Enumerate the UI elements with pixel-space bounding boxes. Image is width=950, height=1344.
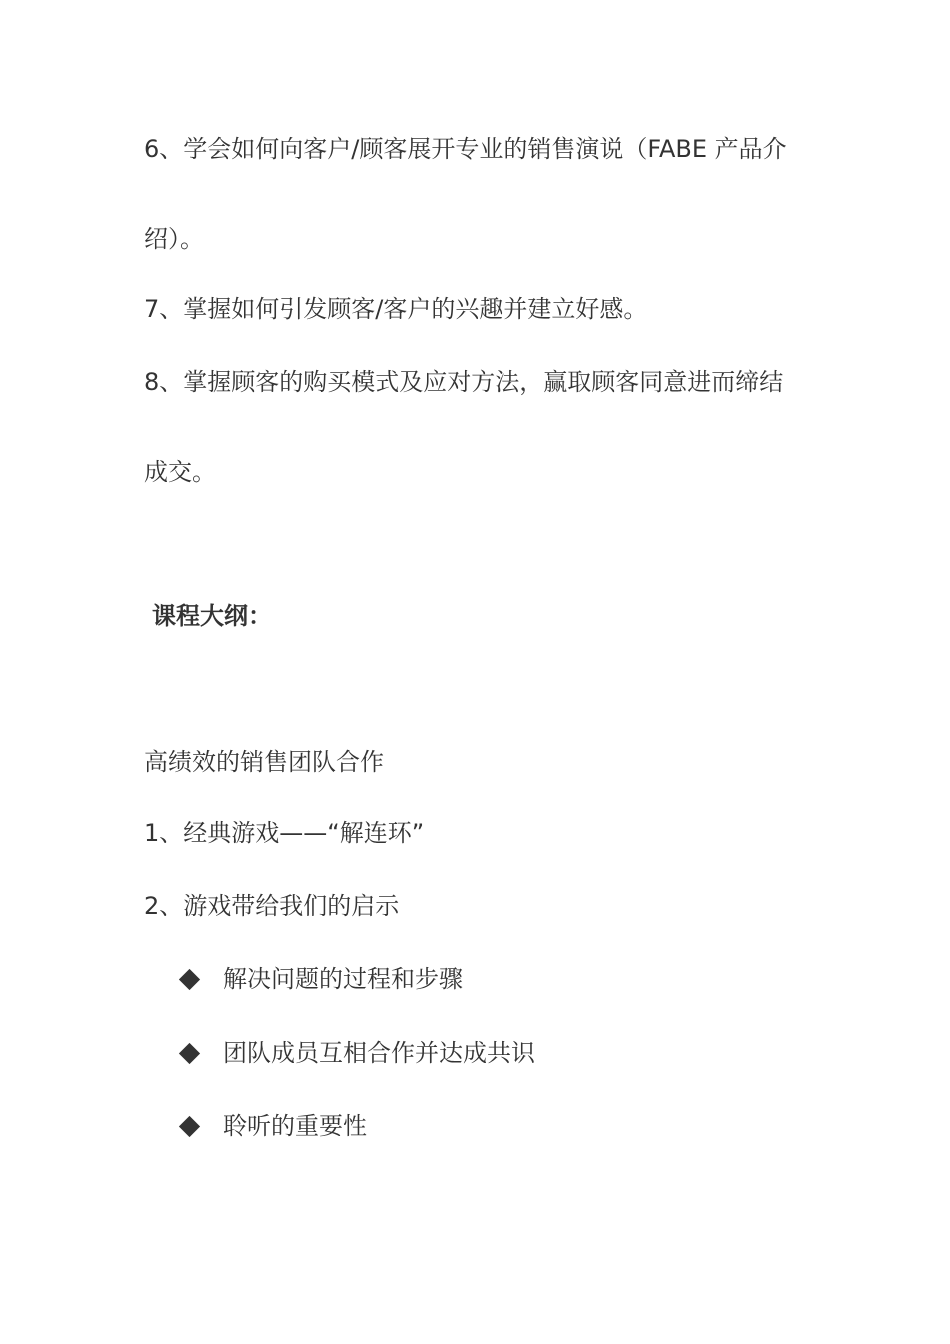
diamond-bullet-icon xyxy=(179,968,200,989)
bullet-text: 解决问题的过程和步骤 xyxy=(223,965,463,993)
objective-6-line-2: 绍）。 xyxy=(144,225,204,253)
objective-6-line-1: 6、学会如何向客户/顾客展开专业的销售演说（FABE 产品介 xyxy=(144,135,787,163)
objective-8-line-1: 8、掌握顾客的购买模式及应对方法，赢取顾客同意进而缔结 xyxy=(144,368,784,396)
diamond-bullet-icon xyxy=(179,1042,200,1063)
outline-section-title: 高绩效的销售团队合作 xyxy=(144,748,384,776)
bullet-item xyxy=(178,964,463,994)
outline-heading: 课程大纲： xyxy=(152,602,272,630)
bullet-item xyxy=(178,1038,535,1068)
diamond-bullet-icon xyxy=(179,1115,200,1136)
bullet-item xyxy=(178,1111,367,1141)
objective-7: 7、掌握如何引发顾客/客户的兴趣并建立好感。 xyxy=(144,295,648,323)
outline-item-1: 1、经典游戏——“解连环” xyxy=(144,819,425,847)
outline-item-2: 2、游戏带给我们的启示 xyxy=(144,892,400,920)
bullet-text: 团队成员互相合作并达成共识 xyxy=(223,1039,535,1067)
bullet-text: 聆听的重要性 xyxy=(223,1112,367,1140)
objective-8-line-2: 成交。 xyxy=(144,458,216,486)
